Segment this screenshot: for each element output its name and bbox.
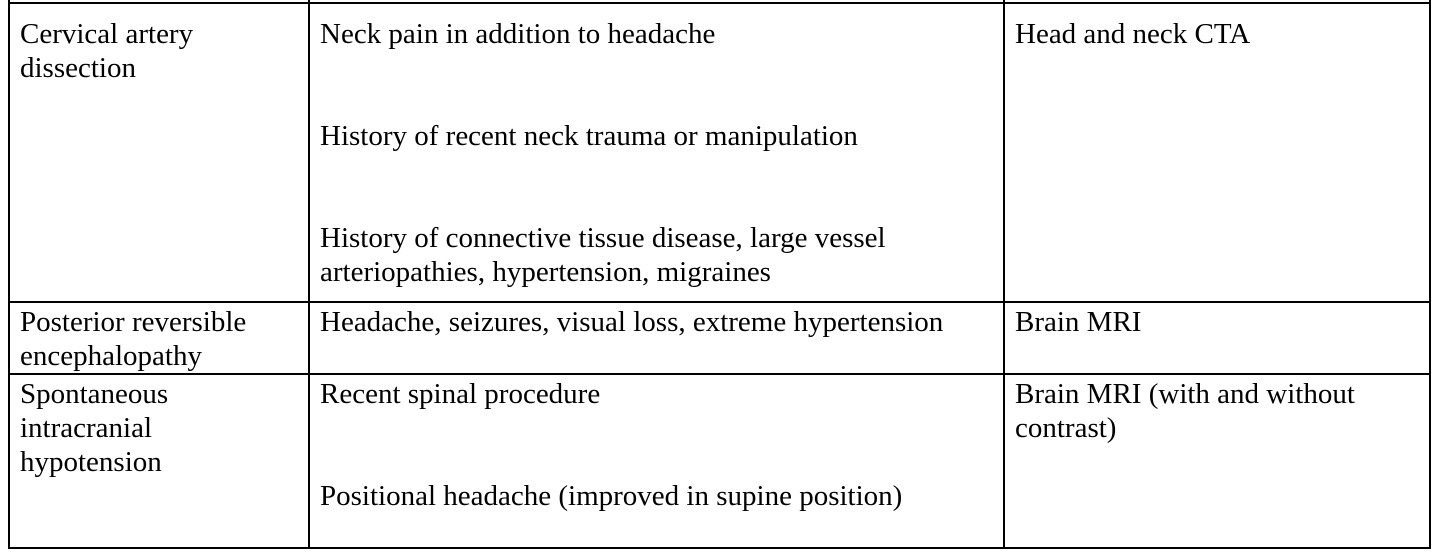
imaging-cell: [1004, 302, 1430, 374]
finding-item: History of connective tissue disease, large vessel arteriopathies, hypertension, migraines: [320, 222, 886, 288]
table-row: [9, 374, 1430, 548]
condition-cell: [9, 302, 309, 374]
differential-diagnosis-table: [8, 0, 1431, 549]
imaging-cell: [1004, 3, 1430, 302]
condition-label: Posterior reversible encephalopathy: [20, 306, 247, 372]
table-row: [9, 302, 1430, 374]
condition-label: Cervical artery dissection: [20, 18, 194, 84]
imaging-label: Head and neck CTA: [1015, 18, 1251, 50]
finding-item: Positional headache (improved in supine position): [320, 480, 903, 512]
imaging-label: Brain MRI: [1015, 306, 1142, 338]
imaging-cell: [1004, 374, 1430, 548]
findings-list: [320, 305, 993, 339]
condition-cell: [9, 3, 309, 302]
table-row: [9, 3, 1430, 302]
condition-cell: [9, 374, 309, 548]
finding-item: Neck pain in addition to headache: [320, 18, 716, 50]
findings-cell: [309, 374, 1004, 548]
findings-list: [320, 377, 993, 513]
finding-item: History of recent neck trauma or manipulation: [320, 120, 858, 152]
finding-item: Headache, seizures, visual loss, extreme hypertension: [320, 306, 944, 338]
findings-list: [320, 17, 993, 289]
findings-cell: [309, 3, 1004, 302]
imaging-label: Brain MRI (with and without contrast): [1015, 378, 1355, 444]
condition-label: Spontaneous intracranial hypotension: [20, 378, 169, 478]
finding-item: Recent spinal procedure: [320, 378, 601, 410]
findings-cell: [309, 302, 1004, 374]
